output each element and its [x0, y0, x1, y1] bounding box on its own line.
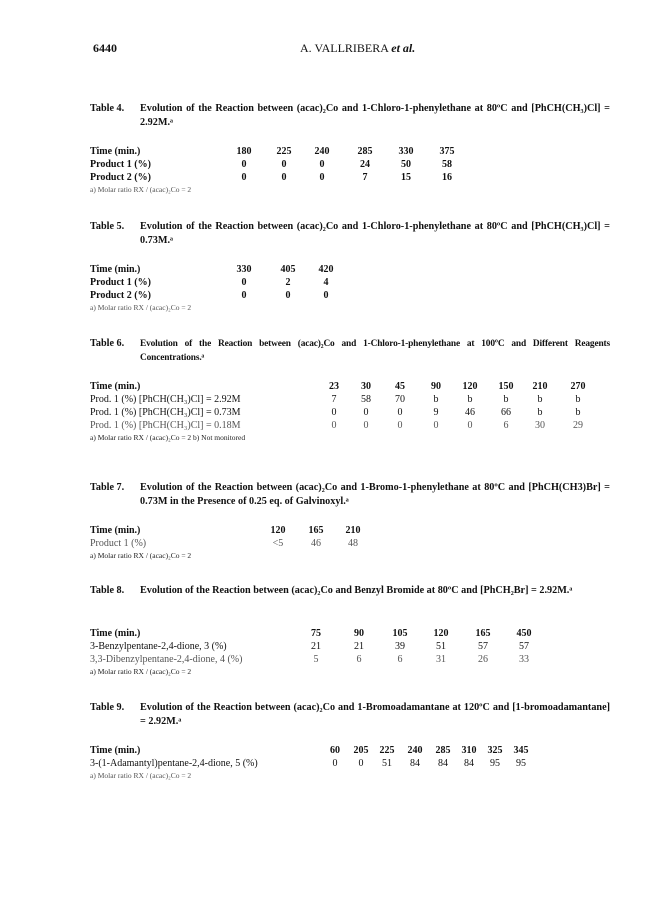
table-cell: 84: [410, 758, 420, 769]
page-number: 6440: [93, 41, 117, 55]
table-cell: 0: [363, 407, 369, 418]
table-4: [90, 102, 610, 197]
table-cell: 6: [503, 420, 509, 431]
table-cell: 120: [270, 525, 286, 536]
table-cell: 225: [276, 146, 292, 157]
table-cell: 0: [281, 172, 287, 183]
row-label: Product 1 (%): [90, 277, 151, 288]
table-cell: 0: [319, 159, 325, 170]
table-cell: 285: [357, 146, 373, 157]
table-5: [90, 220, 610, 315]
table-cell: <5: [272, 538, 284, 549]
table-row: [90, 524, 610, 537]
table-row: [90, 627, 610, 640]
table-cell: 95: [516, 758, 526, 769]
table-cell: 225: [379, 745, 395, 756]
table-cell: 6: [356, 654, 362, 665]
table-number: Table 5.: [90, 221, 125, 232]
table-9: [90, 701, 610, 801]
table-row: [90, 289, 610, 302]
table-caption-text: Evolution of the Reaction between (acac)₂Co and 1-Chloro-1-phenylethane at 80ºC and [PhCH(CH₃)Cl] = 0.73M.ᵃ: [140, 221, 610, 246]
table-caption-text: Evolution of the Reaction between (acac)₂Co and 1-Bromo-1-phenylethane at 80ºC and [PhCH(CH3)Br] = 0.73M in the Presence of 0.25 eq. of Galvinoxyl.ᵃ: [140, 482, 610, 507]
table-cell: 450: [516, 628, 532, 639]
table-cell: 29: [573, 420, 583, 431]
table-cell: 0: [331, 420, 337, 431]
table-row: [90, 640, 610, 653]
table-cell: 51: [382, 758, 392, 769]
table-row: [90, 537, 610, 550]
table-cell: 0: [397, 420, 403, 431]
table-cell: 21: [311, 641, 321, 652]
table-cell: 0: [363, 420, 369, 431]
table-cell: b: [537, 394, 543, 405]
table-number: Table 7.: [90, 482, 125, 493]
table-cell: b: [503, 394, 509, 405]
table-cell: 0: [281, 159, 287, 170]
table-caption-text: Evolution of the Reaction between (acac)₂Co and 1-Bromoadamantane at 120ºC and [1-bromoadamantane] = 2.92M.ᵃ: [140, 702, 610, 727]
table-cell: 5: [313, 654, 319, 665]
row-label: 3,3-Dibenzylpentane-2,4-dione, 4 (%): [90, 654, 243, 665]
table-cell: 30: [535, 420, 545, 431]
table-row: [90, 158, 610, 171]
table-cell: 0: [319, 172, 325, 183]
table-caption: [90, 481, 610, 511]
table-8: [90, 584, 610, 694]
table-cell: 330: [398, 146, 414, 157]
table-cell: 0: [467, 420, 473, 431]
table-caption: [90, 701, 610, 731]
table-cell: 6: [397, 654, 403, 665]
row-label: Prod. 1 (%) [PhCH(CH₃)Cl] = 2.92M: [90, 394, 241, 405]
table-cell: 325: [487, 745, 503, 756]
table-cell: 58: [361, 394, 371, 405]
table-cell: 120: [433, 628, 449, 639]
table-7: [90, 481, 610, 571]
table-row: [90, 145, 610, 158]
table-footnote: a) Molar ratio RX / (acac)₂Co = 2 b) Not monitored: [90, 433, 246, 442]
table-row: [90, 419, 610, 432]
table-caption-text: Evolution of the Reaction between (acac)₂Co and Benzyl Bromide at 80ºC and [PhCH₂Br] = 2.92M.ᵃ: [140, 585, 573, 596]
table-cell: 405: [280, 264, 296, 275]
table-cell: 210: [532, 381, 548, 392]
table-cell: 46: [465, 407, 475, 418]
table-number: Table 9.: [90, 702, 125, 713]
table-footnote: a) Molar ratio RX / (acac)₂Co = 2: [90, 303, 192, 312]
table-cell: 15: [401, 172, 411, 183]
table-cell: 84: [438, 758, 448, 769]
row-label: Time (min.): [90, 381, 141, 392]
table-number: Table 8.: [90, 585, 125, 596]
table-cell: 48: [348, 538, 358, 549]
table-cell: 7: [331, 394, 337, 405]
table-cell: 0: [241, 172, 247, 183]
table-cell: 0: [241, 290, 247, 301]
table-cell: 0: [332, 758, 338, 769]
table-cell: 0: [397, 407, 403, 418]
table-cell: 205: [353, 745, 369, 756]
row-label: Product 1 (%): [90, 159, 151, 170]
table-cell: 375: [439, 146, 455, 157]
row-label: Prod. 1 (%) [PhCH(CH₃)Cl] = 0.18M: [90, 420, 241, 431]
table-footnote: a) Molar ratio RX / (acac)₂Co = 2: [90, 667, 192, 676]
table-cell: 210: [345, 525, 361, 536]
table-cell: 165: [308, 525, 324, 536]
row-label: Product 2 (%): [90, 172, 151, 183]
table-cell: 165: [475, 628, 491, 639]
table-footnote: a) Molar ratio RX / (acac)₂Co = 2: [90, 771, 192, 780]
table-row: [90, 276, 610, 289]
table-cell: 0: [323, 290, 329, 301]
table-cell: 0: [331, 407, 337, 418]
table-cell: 240: [314, 146, 330, 157]
table-cell: 30: [361, 381, 371, 392]
row-label: Time (min.): [90, 146, 141, 157]
table-cell: 345: [513, 745, 529, 756]
table-caption-text: Evolution of the Reaction between (acac)₂Co and 1-Chloro-1-phenylethane at 80ºC and [PhCH(CH₃)Cl] = 2.92M.ᵃ: [140, 103, 610, 128]
table-row: [90, 380, 610, 393]
row-label: Product 1 (%): [90, 538, 147, 549]
table-cell: 33: [519, 654, 529, 665]
table-cell: 46: [311, 538, 321, 549]
table-cell: 120: [462, 381, 478, 392]
table-cell: 57: [478, 641, 488, 652]
table-cell: 95: [490, 758, 500, 769]
table-cell: 285: [435, 745, 451, 756]
table-row: [90, 263, 610, 276]
table-cell: 23: [329, 381, 339, 392]
table-footnote: a) Molar ratio RX / (acac)₂Co = 2: [90, 551, 192, 560]
table-cell: 39: [395, 641, 405, 652]
running-head-etal: et al.: [391, 41, 416, 55]
table-cell: 0: [241, 277, 247, 288]
table-caption: [90, 220, 610, 250]
table-cell: 310: [461, 745, 477, 756]
table-cell: 50: [401, 159, 411, 170]
table-cell: 7: [362, 172, 368, 183]
table-cell: 0: [358, 758, 364, 769]
table-footnote: a) Molar ratio RX / (acac)₂Co = 2: [90, 185, 192, 194]
table-cell: 270: [570, 381, 586, 392]
row-label: 3-(1-Adamantyl)pentane-2,4-dione, 5 (%): [90, 758, 258, 769]
table-row: [90, 653, 610, 666]
table-cell: b: [575, 394, 581, 405]
table-cell: 105: [392, 628, 408, 639]
table-row: [90, 757, 610, 770]
table-cell: 0: [241, 159, 247, 170]
table-cell: 70: [395, 394, 405, 405]
table-caption: [90, 584, 610, 614]
table-cell: 9: [433, 407, 439, 418]
table-number: Table 6.: [90, 338, 125, 349]
table-cell: 180: [236, 146, 252, 157]
table-cell: 31: [436, 654, 446, 665]
row-label: Prod. 1 (%) [PhCH(CH₃)Cl] = 0.73M: [90, 407, 241, 418]
table-cell: 57: [519, 641, 529, 652]
table-cell: 84: [464, 758, 474, 769]
table-cell: 51: [436, 641, 446, 652]
table-cell: 150: [498, 381, 514, 392]
table-cell: 420: [318, 264, 334, 275]
table-caption: [90, 102, 610, 132]
table-cell: b: [537, 407, 543, 418]
table-cell: 0: [433, 420, 439, 431]
table-cell: b: [575, 407, 581, 418]
table-cell: 66: [501, 407, 511, 418]
row-label: Time (min.): [90, 745, 141, 756]
row-label: 3-Benzylpentane-2,4-dione, 3 (%): [90, 641, 227, 652]
table-cell: 58: [442, 159, 452, 170]
table-cell: 4: [323, 277, 329, 288]
table-cell: 90: [431, 381, 441, 392]
row-label: Time (min.): [90, 264, 141, 275]
table-row: [90, 406, 610, 419]
table-cell: 330: [236, 264, 252, 275]
row-label: Time (min.): [90, 525, 141, 536]
table-row: [90, 744, 610, 757]
row-label: Product 2 (%): [90, 290, 151, 301]
table-caption: [90, 337, 610, 367]
table-cell: 45: [395, 381, 405, 392]
table-6: [90, 337, 610, 452]
table-number: Table 4.: [90, 103, 125, 114]
table-cell: 90: [354, 628, 364, 639]
row-label: Time (min.): [90, 628, 141, 639]
table-cell: 21: [354, 641, 364, 652]
table-cell: 240: [407, 745, 423, 756]
running-head-author: A. VALLRIBERA: [300, 41, 389, 55]
table-cell: b: [467, 394, 473, 405]
table-caption-text: Evolution of the Reaction between (acac)₂Co and 1-Chloro-1-phenylethane at 100ºC and Different Reagents Concentrations.ᵃ: [140, 339, 610, 363]
table-cell: 26: [478, 654, 488, 665]
running-head: [300, 41, 415, 56]
table-cell: 0: [285, 290, 291, 301]
table-cell: 16: [442, 172, 452, 183]
table-row: [90, 393, 610, 406]
table-cell: 60: [330, 745, 340, 756]
table-cell: 75: [311, 628, 321, 639]
table-cell: 24: [360, 159, 370, 170]
table-cell: b: [433, 394, 439, 405]
table-row: [90, 171, 610, 184]
table-cell: 2: [285, 277, 291, 288]
